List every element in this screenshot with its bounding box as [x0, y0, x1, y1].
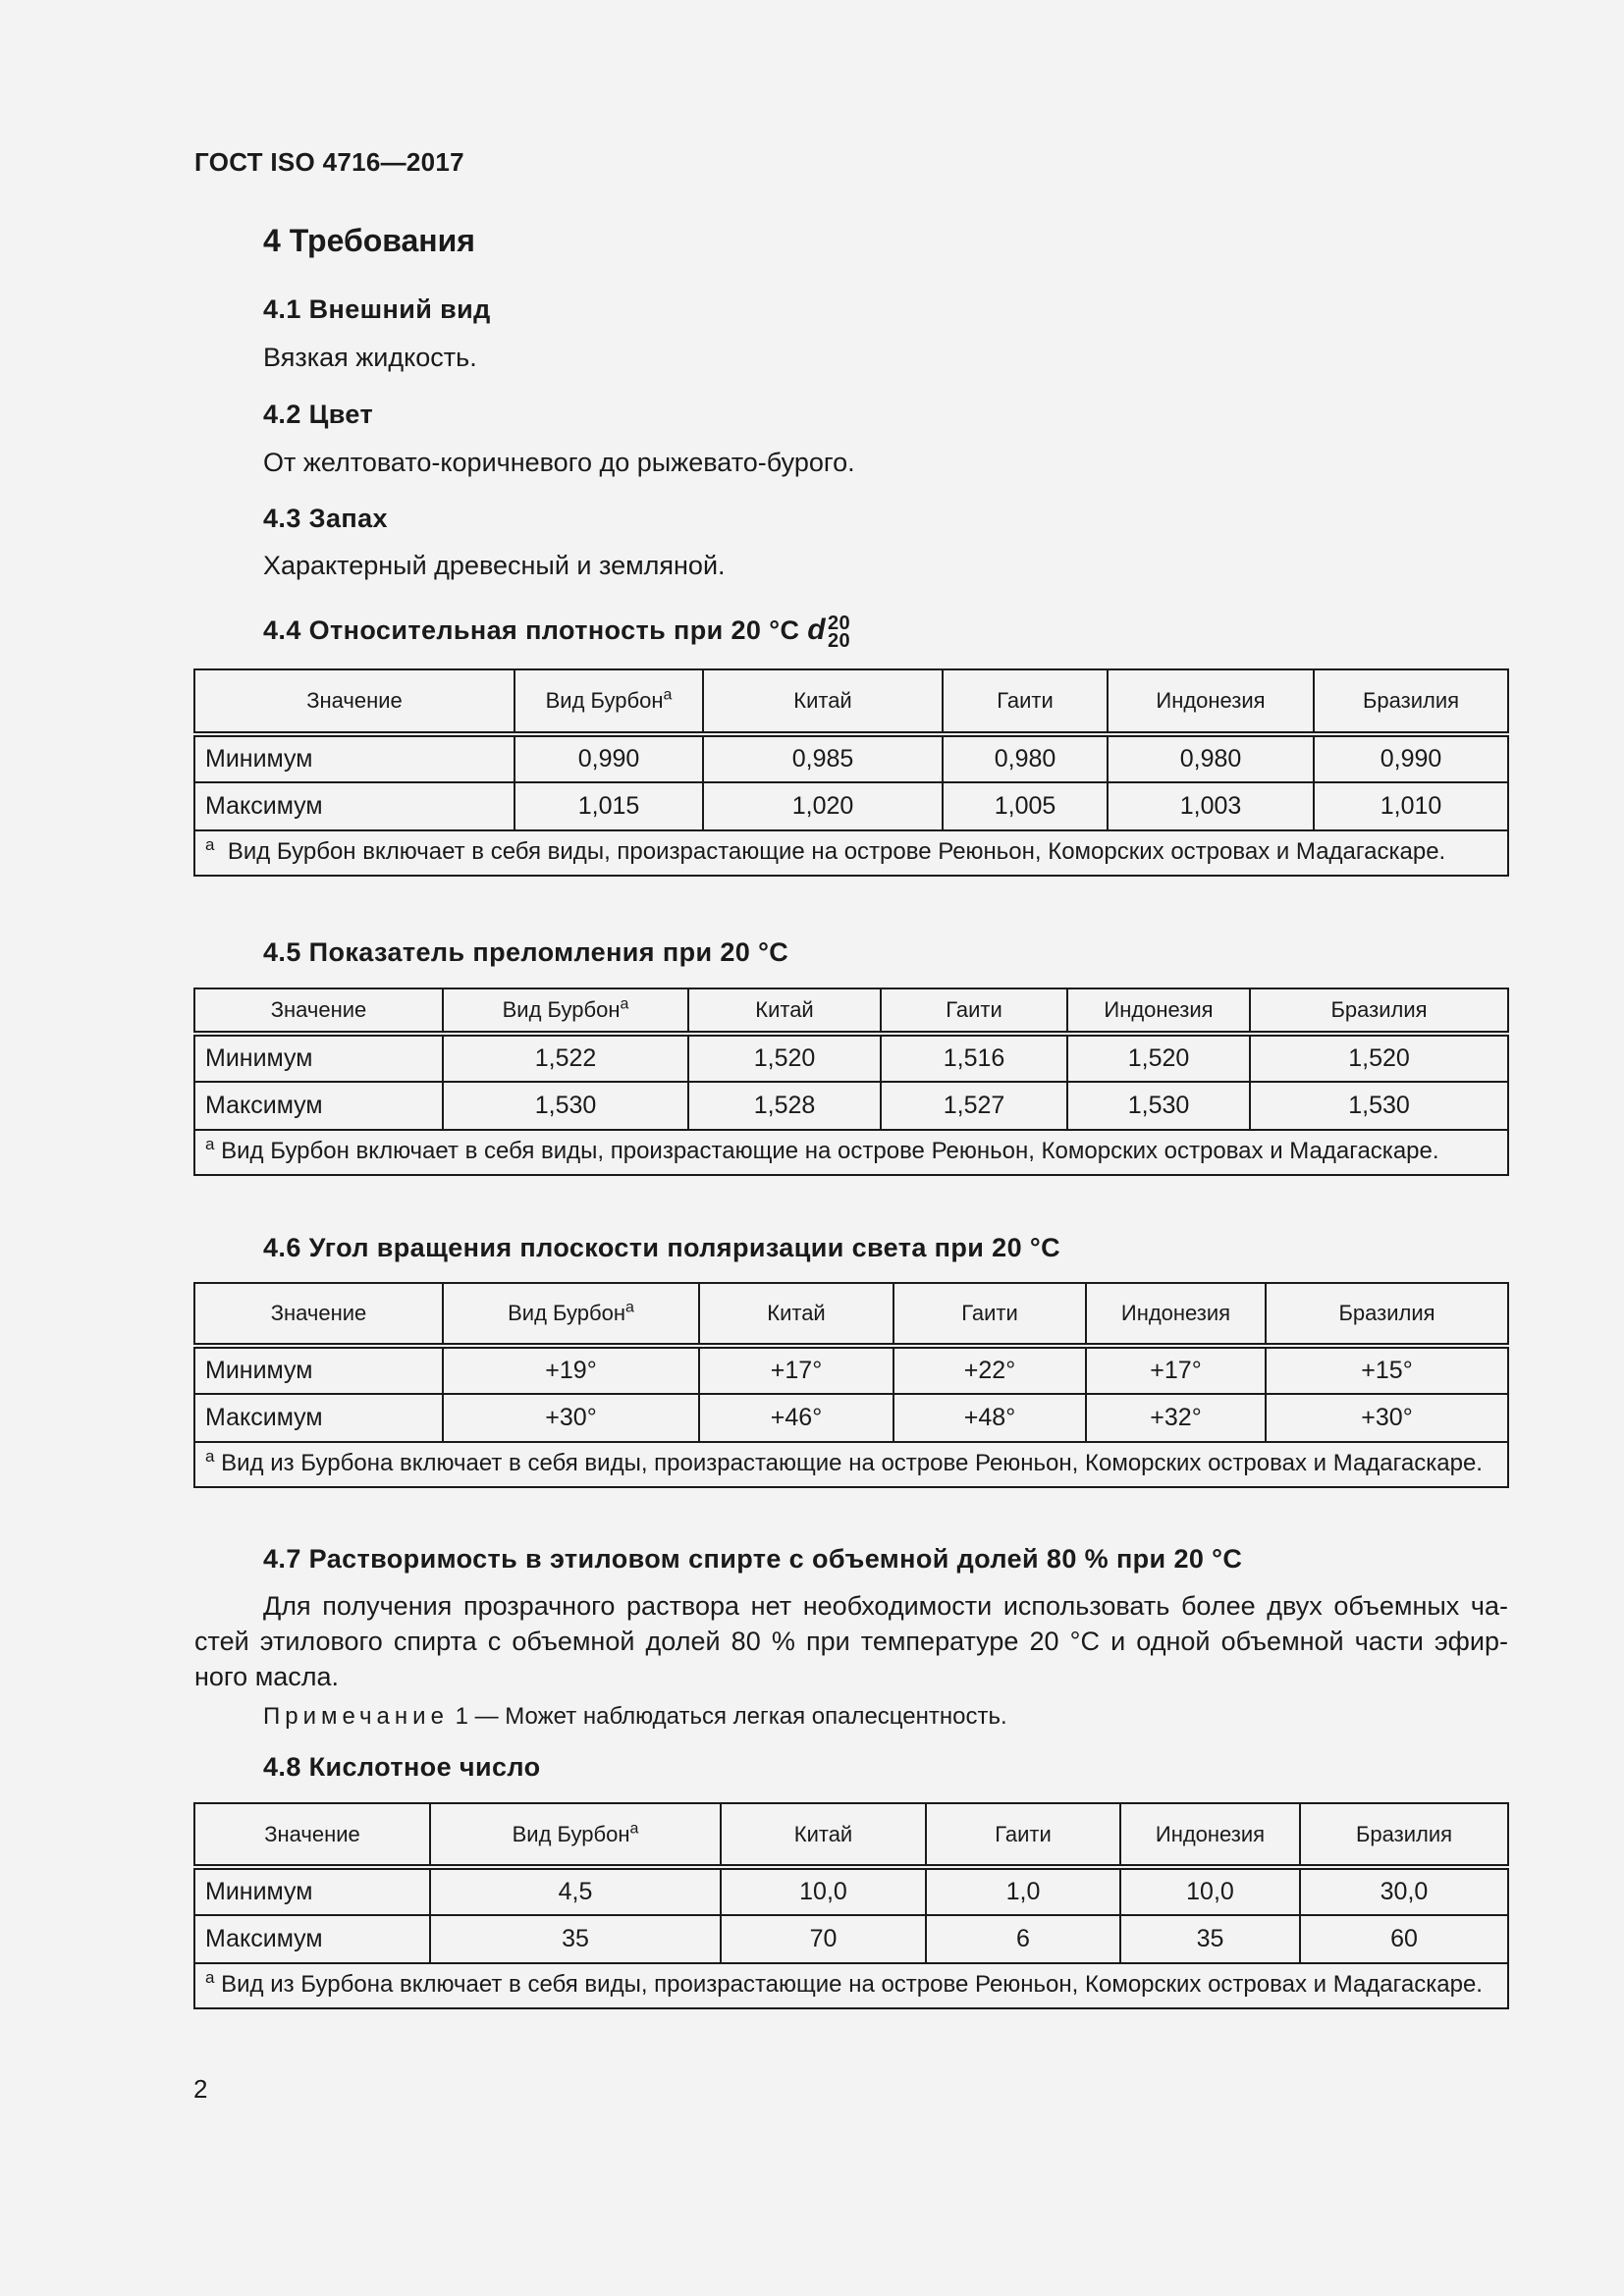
table-cell: 60: [1300, 1915, 1508, 1963]
density-symbol: d: [807, 614, 826, 646]
table-cell: +17°: [1086, 1346, 1266, 1394]
table-cell: 35: [1120, 1915, 1300, 1963]
table-cell: 0,990: [1314, 734, 1508, 782]
column-header-value: Значение: [194, 988, 443, 1034]
subsection-4-2-title: 4.2 Цвет: [263, 400, 374, 429]
table-cell: 1,020: [703, 782, 943, 830]
section-title: 4 Требования: [263, 223, 475, 258]
table-cell: +15°: [1266, 1346, 1508, 1394]
table-cell: 1,003: [1108, 782, 1314, 830]
subsection-4-3-title: 4.3 Запах: [263, 504, 388, 533]
column-header-value: Значение: [194, 669, 514, 734]
table-cell: +30°: [443, 1394, 699, 1442]
footnote-text: Вид Бурбон включает в себя виды, произрастающие на острове Реюньон, Коморских островах и Мадагаскаре.: [221, 1138, 1439, 1164]
table-cell: 0,990: [514, 734, 703, 782]
table-cell: 70: [721, 1915, 926, 1963]
table-cell: 1,0: [926, 1867, 1120, 1915]
row-label: Максимум: [194, 782, 514, 830]
subsection-4-7-text: [194, 1588, 1508, 1694]
table-cell: 1,520: [1250, 1034, 1508, 1082]
table-footnote: [194, 1130, 1508, 1175]
table-cell: 6: [926, 1915, 1120, 1963]
table-cell: 1,530: [1250, 1082, 1508, 1130]
column-header-region: Вид Бурбон$^a$: [430, 1803, 721, 1867]
subsection-4-1-text: Вязкая жидкость.: [263, 343, 477, 372]
table-cell: 1,520: [688, 1034, 881, 1082]
footnote-text: Вид из Бурбона включает в себя виды, произрастающие на острове Реюньон, Коморских островах и Мадагаскаре.: [221, 1450, 1483, 1476]
note-text: 1 — Может наблюдаться легкая опалесцентность.: [455, 1703, 1007, 1730]
table-cell: 1,520: [1067, 1034, 1250, 1082]
column-header-region: Бразилия: [1300, 1803, 1508, 1867]
table-row: [194, 734, 1508, 782]
footnote-text: Вид Бурбон включает в себя виды, произрастающие на острове Реюньон, Коморских островах и Мадагаскаре.: [227, 838, 1446, 865]
column-header-region: Гаити: [881, 988, 1067, 1034]
table-cell: +48°: [893, 1394, 1086, 1442]
table-cell: +19°: [443, 1346, 699, 1394]
table-cell: +46°: [699, 1394, 893, 1442]
table-row: [194, 1915, 1508, 1963]
table-footnote: [194, 830, 1508, 876]
subsection-4-4-title: [263, 614, 857, 650]
row-label: Максимум: [194, 1394, 443, 1442]
table-cell: 1,516: [881, 1034, 1067, 1082]
note-label: Примечание: [263, 1703, 449, 1730]
subsection-4-1-title: 4.1 Внешний вид: [263, 294, 491, 324]
table-row: [194, 1082, 1508, 1130]
table-cell: 1,530: [443, 1082, 688, 1130]
subsection-4-5-title: 4.5 Показатель преломления при 20 °С: [263, 937, 789, 967]
table-cell: 30,0: [1300, 1867, 1508, 1915]
density-table: [193, 668, 1509, 877]
footnote-ref-mark: a: [663, 686, 673, 704]
row-label: Минимум: [194, 1034, 443, 1082]
column-header-value: Значение: [194, 1283, 443, 1346]
table-cell: 1,005: [943, 782, 1108, 830]
footnote-ref-mark: a: [624, 1299, 634, 1316]
subsection-4-2-text: От желтовато-коричневого до рыжевато-бурого.: [263, 448, 855, 477]
footnote-mark: a: [205, 1447, 215, 1466]
table-cell: 0,985: [703, 734, 943, 782]
subsection-4-6-title: 4.6 Угол вращения плоскости поляризации света при 20 °С: [263, 1233, 1061, 1262]
column-header-region: Индонезия: [1108, 669, 1314, 734]
row-label: Минимум: [194, 1867, 430, 1915]
column-header-value: Значение: [194, 1803, 430, 1867]
footnote-mark: a: [205, 1135, 215, 1153]
subsection-4-4-title-text: 4.4 Относительная плотность при 20 °С: [263, 615, 800, 645]
document-header: ГОСТ ISO 4716—2017: [194, 147, 464, 177]
density-indices: [828, 614, 857, 650]
column-header-region: Вид Бурбон$^a$: [443, 1283, 699, 1346]
row-label: Максимум: [194, 1915, 430, 1963]
footnote-mark: a: [205, 1968, 215, 1987]
footnote-ref-mark: a: [620, 995, 629, 1013]
column-header-region: Гаити: [943, 669, 1108, 734]
rotation-table: [193, 1282, 1509, 1488]
table-cell: 4,5: [430, 1867, 721, 1915]
table-cell: +22°: [893, 1346, 1086, 1394]
table-row: [194, 782, 1508, 830]
column-header-region: Индонезия: [1120, 1803, 1300, 1867]
table-footnote: [194, 1442, 1508, 1487]
column-header-region: Бразилия: [1250, 988, 1508, 1034]
table-row: [194, 1867, 1508, 1915]
table-cell: 1,015: [514, 782, 703, 830]
page-number: 2: [193, 2074, 208, 2104]
row-label: Максимум: [194, 1082, 443, 1130]
table-cell: 35: [430, 1915, 721, 1963]
table-cell: 10,0: [721, 1867, 926, 1915]
table-cell: +30°: [1266, 1394, 1508, 1442]
table-footnote: [194, 1963, 1508, 2008]
text-line: ного масла.: [194, 1662, 340, 1691]
column-header-region: Бразилия: [1266, 1283, 1508, 1346]
table-row: [194, 1034, 1508, 1082]
table-cell: 10,0: [1120, 1867, 1300, 1915]
row-label: Минимум: [194, 1346, 443, 1394]
column-header-region: Китай: [688, 988, 881, 1034]
table-cell: 1,010: [1314, 782, 1508, 830]
column-header-region: Гаити: [926, 1803, 1120, 1867]
column-header-region: Вид Бурбон$^a$: [443, 988, 688, 1034]
table-row: [194, 1394, 1508, 1442]
column-header-region: Индонезия: [1086, 1283, 1266, 1346]
column-header-region: Гаити: [893, 1283, 1086, 1346]
table-cell: 0,980: [1108, 734, 1314, 782]
footnote-ref-mark: a: [629, 1820, 639, 1838]
column-header-region: Китай: [703, 669, 943, 734]
text-line: стей этилового спирта с объемной долей 80 % при температуре 20 °С и одной объемной части эфир-: [194, 1627, 1508, 1656]
text-line: Для получения прозрачного раствора нет необходимости использовать более двух объемных ча-: [263, 1591, 1508, 1621]
footnote-text: Вид из Бурбона включает в себя виды, произрастающие на острове Реюньон, Коморских островах и Мадагаскаре.: [221, 1971, 1483, 1998]
row-label: Минимум: [194, 734, 514, 782]
subsection-4-7-note: [263, 1703, 1007, 1731]
density-sup: 20: [828, 613, 851, 634]
table-cell: 0,980: [943, 734, 1108, 782]
acid-number-table: [193, 1802, 1509, 2009]
subsection-4-7-title: 4.7 Растворимость в этиловом спирте с объемной долей 80 % при 20 °С: [263, 1544, 1243, 1574]
table-cell: 1,530: [1067, 1082, 1250, 1130]
column-header-region: Вид Бурбон$^a$: [514, 669, 703, 734]
subsection-4-3-text: Характерный древесный и земляной.: [263, 551, 726, 580]
column-header-region: Бразилия: [1314, 669, 1508, 734]
table-cell: +17°: [699, 1346, 893, 1394]
refraction-table: [193, 988, 1509, 1176]
subsection-4-8-title: 4.8 Кислотное число: [263, 1752, 541, 1782]
column-header-region: Китай: [721, 1803, 926, 1867]
column-header-region: Китай: [699, 1283, 893, 1346]
table-row: [194, 1346, 1508, 1394]
column-header-region: Индонезия: [1067, 988, 1250, 1034]
footnote-mark: a: [205, 835, 215, 854]
density-sub: 20: [828, 630, 851, 652]
table-cell: 1,527: [881, 1082, 1067, 1130]
table-cell: 1,528: [688, 1082, 881, 1130]
table-cell: 1,522: [443, 1034, 688, 1082]
table-cell: +32°: [1086, 1394, 1266, 1442]
